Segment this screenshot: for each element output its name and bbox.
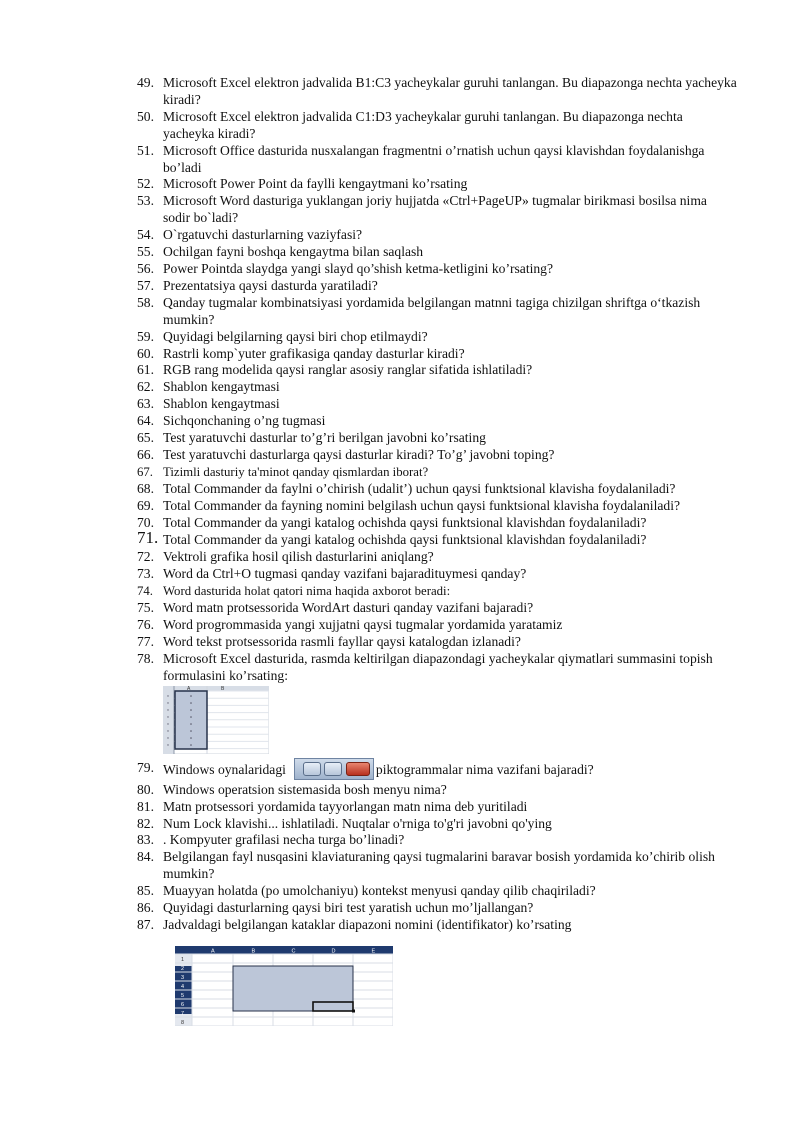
question-number: 82. (137, 815, 154, 831)
question-number: 51. (137, 142, 154, 158)
question-number: 64. (137, 413, 154, 429)
question-text: Shablon kengaytmasi (163, 396, 280, 412)
question-text: Total Commander da yangi katalog ochishda qaysi funktsional klavishdan foydalaniladi? (163, 532, 647, 548)
question-text: Microsoft Office dasturida nusxalangan fragmentni o’rnatish uchun qaysi klavishdan foydalanishga bo’ladi (163, 142, 705, 175)
question-number: 84. (137, 849, 154, 865)
figb-col-label: E (371, 948, 376, 955)
question-number: 57. (137, 277, 154, 293)
question-number: 81. (137, 798, 154, 814)
question-item (137, 413, 737, 430)
question-text: RGB rang modelida qaysi ranglar asosiy ranglar sifatida ishlatiladi? (163, 362, 533, 378)
question-number: 86. (137, 900, 154, 916)
question-text: Rastrli komp`yuter grafikasiga qanday dasturlar kiradi? (163, 345, 465, 361)
question-number: 67. (137, 464, 153, 479)
question-number: 85. (137, 883, 154, 899)
question-number: 58. (137, 294, 154, 310)
question-number: 60. (137, 345, 154, 361)
question-number: 77. (137, 634, 154, 649)
question-number: 66. (137, 446, 154, 462)
question-number: 50. (137, 108, 154, 124)
window-controls-icon (294, 758, 374, 780)
question-number: 53. (137, 193, 154, 209)
figb-row-label: 2 (181, 965, 185, 972)
question-text: Windows operatsion sistemasida bosh menyu nima? (163, 781, 447, 797)
question-text: Total Commander da faylni o’chirish (udalit’) uchun qaysi funktsional klavisha foydalaniladi? (163, 480, 676, 496)
question-number: 52. (137, 176, 154, 192)
question-item (137, 782, 737, 799)
question-text: O`rgatuvchi dasturlarning vaziyfasi? (163, 227, 363, 243)
question-item (137, 549, 737, 566)
question-item (137, 900, 737, 917)
question-text: Microsoft Word dasturiga yuklangan joriy hujjatda «Ctrl+PageUP» tugmalar birikmasi bosilsa nima sodir bo`ladi? (163, 193, 707, 226)
question-number: 56. (137, 260, 154, 276)
question-number: 73. (137, 566, 154, 582)
question-text: Microsoft Excel dasturida, rasmda keltirilgan diapazondagi yacheykalar qiymatlari summasini topish formulasini ko’rsating: (163, 650, 713, 683)
question-item (137, 227, 737, 244)
question-item (137, 244, 737, 261)
question-number: 83. (137, 832, 154, 848)
question-number: 61. (137, 362, 154, 378)
question-list (137, 75, 737, 1026)
question-text: Total Commander da yangi katalog ochishda qaysi funktsional klavishdan foydalaniladi? (163, 514, 647, 530)
question-text: Ochilgan fayni boshqa kengaytma bilan saqlash (163, 244, 424, 260)
question-text: Word dasturida holat qatori nima haqida axborot beradi: (163, 584, 451, 599)
question-number: 69. (137, 497, 154, 513)
question-number: 68. (137, 480, 154, 496)
question-text: Windows oynalaridagi (163, 761, 286, 777)
question-number: 49. (137, 75, 154, 90)
question-text: Quyidagi dasturlarning qaysi biri test yaratish uchun mo’ljallangan? (163, 900, 534, 916)
figb-col-label: D (331, 948, 336, 955)
question-text: Microsoft Excel elektron jadvalida C1:D3 yacheykalar guruhi tanlangan. Bu diapazonga nechta yacheyka kiradi? (163, 108, 683, 141)
question-number: 78. (137, 650, 154, 666)
question-number: 59. (137, 328, 154, 344)
question-text: . Kompyuter grafilasi necha turga bo’linadi? (163, 832, 405, 848)
question-item (137, 430, 737, 447)
question-item (137, 498, 737, 515)
question-item (137, 917, 737, 1026)
question-item (137, 143, 737, 177)
question-number: 76. (137, 617, 154, 633)
question-item (137, 346, 737, 363)
question-text: Qanday tugmalar kombinatsiyasi yordamida belgilangan matnni tagiga chizilgan shriftga o‘tkazish mumkin? (163, 294, 701, 327)
question-text: Test yaratuvchi dasturlar to’g’ri berilgan javobni ko’rsating (163, 430, 486, 446)
figb-row-label: 5 (181, 992, 185, 999)
question-text: Prezentatsiya qaysi dasturda yaratiladi? (163, 277, 378, 293)
question-item (137, 849, 737, 883)
question-text: Microsoft Excel elektron jadvalida B1:C3 yacheykalar guruhi tanlangan. Bu diapazonga nechta yacheyka kiradi? (163, 75, 737, 107)
question-item (137, 617, 737, 634)
question-number: 55. (137, 244, 154, 260)
question-item (137, 464, 737, 481)
question-item (137, 278, 737, 295)
question-item (137, 832, 737, 849)
question-item (137, 634, 737, 651)
figb-col-label: C (291, 948, 296, 955)
question-text-continued: piktogrammalar nima vazifani bajaradi? (375, 761, 594, 777)
figb-col-label: B (251, 948, 256, 955)
question-text: Jadvaldagi belgilangan kataklar diapazoni nomini (identifikator) ko’rsating (163, 916, 572, 932)
question-text: Test yaratuvchi dasturlarga qaysi dasturlar kiradi? To’g’ javobni toping? (163, 446, 555, 462)
question-item (137, 883, 737, 900)
question-number: 65. (137, 430, 154, 446)
question-number: 80. (137, 781, 154, 797)
question-item (137, 583, 737, 600)
excel-range-figure-b (175, 946, 393, 1026)
figb-row-label: 4 (181, 983, 185, 990)
question-item (137, 261, 737, 278)
question-item (137, 362, 737, 379)
question-text: Word matn protsessorida WordArt dasturi qanday vazifani bajaradi? (163, 600, 534, 616)
question-number: 74. (137, 584, 153, 599)
question-item (137, 193, 737, 227)
question-text: Num Lock klavishi... ishlatiladi. Nuqtalar o'rniga to'g'ri javobni qo'ying (163, 815, 552, 831)
figa-col-label: A (187, 685, 191, 692)
question-number: 72. (137, 549, 154, 565)
question-text: Word progrommasida yangi xujjatni qaysi tugmalar yordamida yaratamiz (163, 617, 563, 633)
figb-col-label: A (211, 948, 215, 955)
question-item (137, 651, 737, 754)
question-text: Belgilangan fayl nusqasini klaviaturaning qaysi tugmalarini baravar bosish yordamida ko’chirib olish mumkin? (163, 849, 715, 882)
question-number: 70. (137, 514, 154, 530)
question-text: Vektroli grafika hosil qilish dasturlarini aniqlang? (163, 549, 434, 565)
question-item (137, 109, 737, 143)
question-number: 71. (137, 528, 159, 548)
question-number: 75. (137, 600, 154, 616)
question-text: Microsoft Power Point da faylli kengaytmani ko’rsating (163, 176, 468, 192)
question-item (137, 566, 737, 583)
question-text: Word tekst protsessorida rasmli fayllar qaysi katalogdan izlanadi? (163, 634, 521, 649)
question-item (137, 329, 737, 346)
question-number: 62. (137, 379, 154, 395)
figa-col-label: B (221, 685, 225, 692)
question-item (137, 75, 737, 109)
question-item (137, 528, 737, 549)
question-text: Shablon kengaytmasi (163, 379, 280, 395)
excel-range-figure-a (163, 686, 269, 754)
question-item (137, 816, 737, 833)
question-number: 63. (137, 396, 154, 412)
question-text: Sichqonchaning o’ng tugmasi (163, 413, 326, 429)
question-text: Quyidagi belgilarning qaysi biri chop etilmaydi? (163, 328, 428, 344)
question-text: Total Commander da fayning nomini belgilash uchun qaysi funktsional klavisha foydalaniladi? (163, 497, 681, 513)
question-text: Matn protsessori yordamida tayyorlangan matn nima deb yuritiladi (163, 798, 528, 814)
question-item (137, 481, 737, 498)
question-number: 54. (137, 227, 154, 243)
question-item (137, 600, 737, 617)
question-item (137, 295, 737, 329)
question-item (137, 799, 737, 816)
question-item (137, 760, 737, 782)
figb-row-label: 3 (181, 974, 185, 981)
question-text: Word da Ctrl+O tugmasi qanday vazifani bajaradituymesi qanday? (163, 566, 527, 582)
question-text: Power Pointda slaydga yangi slayd qo’shish ketma-ketligini ko’rsating? (163, 260, 554, 276)
figb-row-label: 1 (181, 956, 185, 963)
question-item (137, 379, 737, 396)
question-number: 79. (137, 759, 154, 775)
question-item (137, 176, 737, 193)
figb-row-label: 8 (181, 1019, 185, 1026)
question-number: 87. (137, 916, 154, 932)
question-item (137, 447, 737, 464)
question-text: Muayyan holatda (po umolchaniyu) kontekst menyusi qanday qilib chaqiriladi? (163, 883, 596, 899)
question-item (137, 515, 737, 532)
question-text: Tizimli dasturiy ta'minot qanday qismlardan iborat? (163, 464, 429, 479)
figb-row-label: 7 (181, 1010, 185, 1017)
figb-row-label: 6 (181, 1001, 185, 1008)
question-item (137, 396, 737, 413)
